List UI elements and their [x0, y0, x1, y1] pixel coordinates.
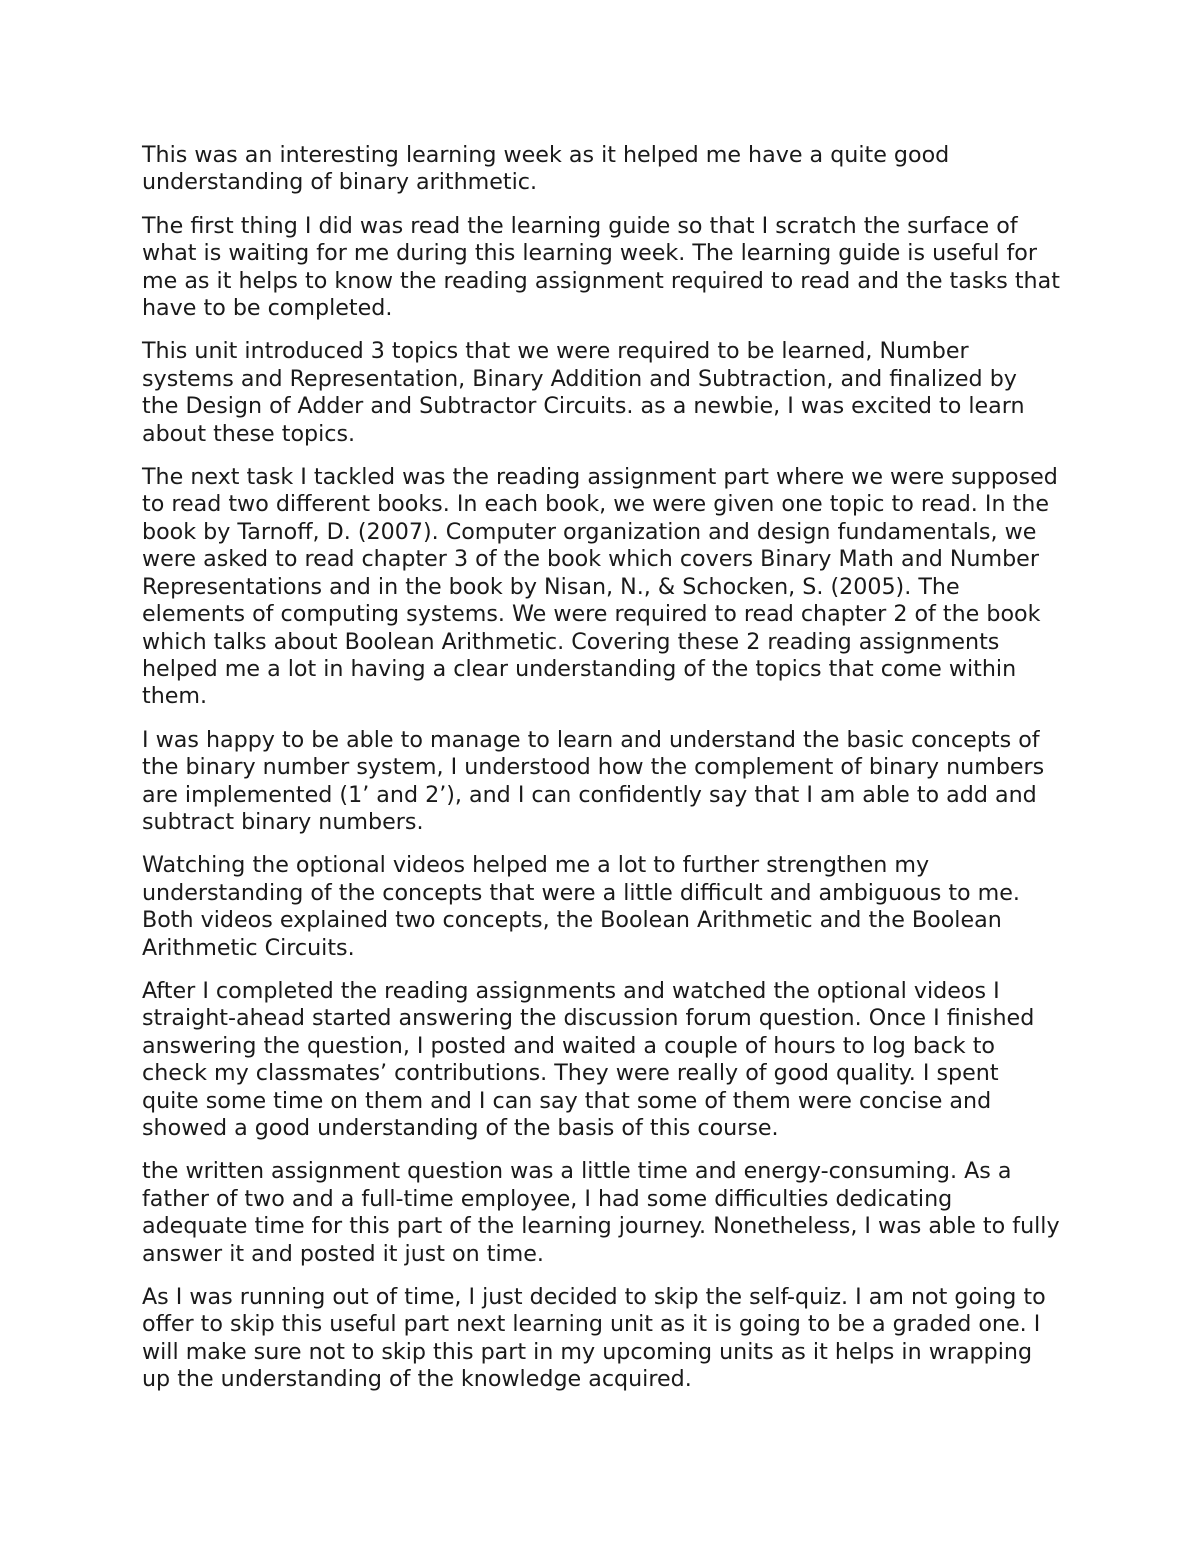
- document-body: [142, 142, 1060, 1410]
- paragraph-9: As I was running out of time, I just decided to skip the self-quiz. I am not going to offer to skip this useful part next learning unit as it is going to be a graded one. I will make sure not to skip this part in my upcoming units as it helps in wrapping up the understanding of the knowledge acquired.: [142, 1284, 1046, 1393]
- paragraph-7: After I completed the reading assignments and watched the optional videos I straight-ahead started answering the discussion forum question. Once I finished answering the question, I posted and waited a couple of hours to log back to check my classmates’ contributions. They were really of good quality. I spent quite some time on them and I can say that some of them were concise and showed a good understanding of the basis of this course.: [142, 977, 1035, 1141]
- paragraph-4: The next task I tackled was the reading assignment part where we were supposed to read two different books. In each book, we were given one topic to read. In the book by Tarnoff, D. (2007). Computer organization and design fundamentals, we were asked to read chapter 3 of the book which covers Binary Math and Number Representations and in the book by Nisan, N., & Schocken, S. (2005). The elements of computing systems. We were required to read chapter 2 of the book which talks about Boolean Arithmetic. Covering these 2 reading assignments helped me a lot in having a clear understanding of the topics that come within them.: [142, 464, 1058, 710]
- paragraph-8: the written assignment question was a little time and energy-consuming. As a father of two and a full-time employee, I had some difficulties dedicating adequate time for this part of the learning journey. Nonetheless, I was able to fully answer it and posted it just on time.: [142, 1158, 1060, 1267]
- paragraph-5: I was happy to be able to manage to learn and understand the basic concepts of the binary number system, I understood how the complement of binary numbers are implemented (1’ and 2’), and I can confidently say that I am able to add and subtract binary numbers.: [142, 726, 1045, 835]
- paragraph-3: This unit introduced 3 topics that we were required to be learned, Number systems and Representation, Binary Addition and Subtraction, and finalized by the Design of Adder and Subtractor Circuits. as a newbie, I was excited to learn about these topics.: [142, 338, 1025, 447]
- paragraph-6: Watching the optional videos helped me a lot to further strengthen my understanding of the concepts that were a little difficult and ambiguous to me. Both videos explained two concepts, the Boolean Arithmetic and the Boolean Arithmetic Circuits.: [142, 852, 1020, 961]
- paragraph-1: This was an interesting learning week as it helped me have a quite good understanding of binary arithmetic.: [142, 142, 950, 196]
- paragraph-2: The first thing I did was read the learning guide so that I scratch the surface of what is waiting for me during this learning week. The learning guide is useful for me as it helps to know the reading assignment required to read and the tasks that have to be completed.: [142, 212, 1060, 322]
